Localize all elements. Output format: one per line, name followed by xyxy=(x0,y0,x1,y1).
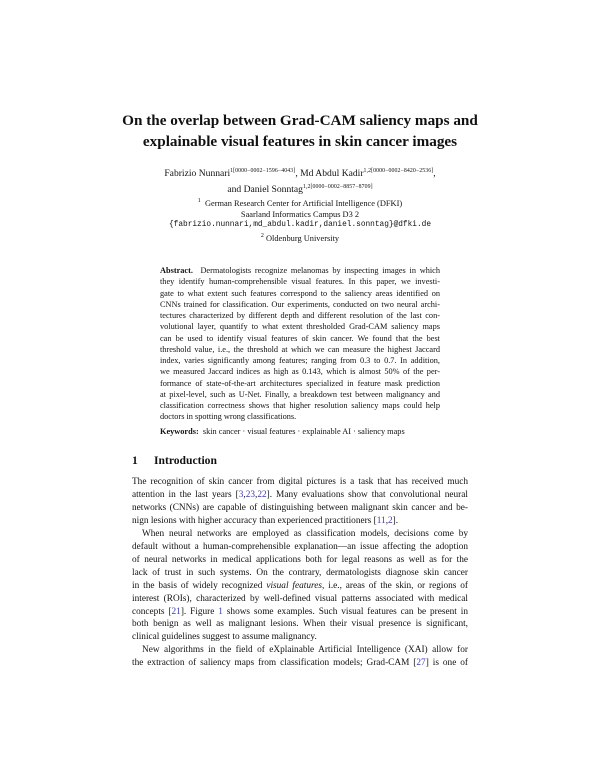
keywords-label: Keywords: xyxy=(160,427,199,436)
body-text xyxy=(132,476,468,670)
citation-link[interactable]: 11 xyxy=(376,515,386,526)
author-line-2 xyxy=(100,181,500,197)
section-heading xyxy=(132,454,217,467)
citation-link[interactable]: 21 xyxy=(171,606,181,617)
body-line: the extraction of saliency maps from classification models; Grad-CAM [27] is one of xyxy=(132,658,469,669)
affiliation-1-mark: 1 xyxy=(197,198,201,204)
author-1-orcid: 1[0000−0002−1596−4043] xyxy=(230,168,296,174)
abstract-line: gate to what extent such features correspond to the saliency areas identified on xyxy=(160,288,440,298)
body-line: both benign as well as malignant lesions. When their visual presence is significant, xyxy=(132,619,468,630)
section-number: 1 xyxy=(132,454,138,467)
body-line: of neural networks in medical applications both for legal reasons as well as for the xyxy=(132,554,468,565)
citation-link[interactable]: 2 xyxy=(388,515,393,526)
paper-title xyxy=(60,110,540,152)
emphasis: visual features xyxy=(266,580,323,591)
body-line: New algorithms in the field of eXplainable Artificial Intelligence (XAI) allow for xyxy=(142,645,468,656)
abstract-line: we measured Jaccard indices as high as 0.143, which is almost 50% of the per- xyxy=(160,367,440,377)
affiliation-1-line: German Research Center for Artificial Intelligence (DFKI) xyxy=(204,198,403,208)
affiliation-2 xyxy=(100,231,500,244)
citation-link[interactable]: 23 xyxy=(245,489,256,500)
body-line: in the basis of widely recognized visual features, i.e., areas of the skin, or regions of xyxy=(132,580,468,591)
author-list xyxy=(100,165,500,196)
abstract-line: they identify human-comprehensible visual features. In this paper, we investi- xyxy=(160,277,440,287)
affiliation-campus: Saarland Informatics Campus D3 2 xyxy=(240,210,360,219)
abstract-line: classification correctness shows that higher resolution saliency maps could help xyxy=(160,401,440,410)
author-line-1 xyxy=(100,165,500,181)
abstract-line: volutional layer, quantify to what extent thresholded Grad-CAM saliency maps xyxy=(160,322,440,332)
abstract-line: at pixel-level, such as U-Net. Finally, a breakdown test between malignancy and xyxy=(160,389,440,399)
title-line-2: explainable visual features in skin cancer images xyxy=(142,133,458,150)
affiliations xyxy=(100,196,500,244)
body-line: The recognition of skin cancer from digital pictures is a task that has received much xyxy=(132,477,468,487)
citation-link[interactable]: 22 xyxy=(257,489,267,500)
title-line-1: On the overlap between Grad-CAM saliency maps and xyxy=(122,112,478,129)
abstract-line: tectures characterized by different depth and different resolution of the last con- xyxy=(160,311,440,320)
abstract-line: index, varies significantly among features; ranging from 0.3 to 0.7. In addition, xyxy=(160,356,440,365)
author-2-name: , Md Abdul Kadir xyxy=(295,168,364,180)
abstract-line: Abstract. Dermatologists recognize melanomas by inspecting images in which xyxy=(160,266,440,275)
abstract-line: CNNs trained for classification. Our experiments, conducted on two neural archi- xyxy=(160,299,440,309)
body-line: concepts [21]. Figure 1 shows some examples. Such visual features can be present in xyxy=(132,606,468,617)
author-emails: {fabrizio.nunnari,md_abdul.kadir,daniel.sonntag}@dfki.de xyxy=(168,221,432,230)
body-line: attention in the last years [3,23,22]. Many evaluations show that convolutional neural xyxy=(132,489,468,500)
keywords xyxy=(160,426,440,437)
abstract-line: formance of state-of-the-art architectures specialized in feature mask prediction xyxy=(160,378,440,388)
affiliation-1 xyxy=(100,196,500,209)
citation-link[interactable]: 3 xyxy=(238,489,244,500)
abstract-line: can be used to identify visual features of skin cancer. We found that the best xyxy=(160,333,440,343)
keywords-text: skin cancer · visual features · explainable AI · saliency maps xyxy=(202,427,405,436)
abstract-line: threshold value, i.e., the threshold at which we can measure the highest Jaccard xyxy=(160,344,440,354)
section-title: Introduction xyxy=(154,454,217,467)
author-2-tail: , xyxy=(433,168,436,180)
citation-link[interactable]: 27 xyxy=(416,658,426,669)
author-3-orcid: 1,2[0000−0002−8857−8709] xyxy=(302,183,373,190)
body-line: nign lesions with higher accuracy than experienced practitioners [11,2]. xyxy=(132,515,399,526)
author-1-name: Fabrizio Nunnari xyxy=(164,168,231,180)
body-line: networks (CNNs) are capable of distinguishing between malignant skin cancer and be- xyxy=(132,502,468,513)
author-3-name: and Daniel Sonntag xyxy=(227,183,303,195)
citation-link[interactable]: 1 xyxy=(218,606,223,617)
body-line: clinical guidelines suggest to assume malignancy. xyxy=(132,632,317,643)
abstract-label: Abstract. xyxy=(160,266,193,275)
body-line: When neural networks are employed as classification models, decisions come by xyxy=(142,528,468,539)
affiliation-2-line: Oldenburg University xyxy=(265,234,340,244)
author-2-orcid: 1,2[0000−0002−8420−2536] xyxy=(363,168,434,174)
body-line: default without a human-comprehensible explanation—an issue affecting the adoption xyxy=(132,541,468,552)
abstract-line: doctors in spotting wrong classifications. xyxy=(160,412,297,422)
affiliation-2-mark: 2 xyxy=(260,233,264,240)
body-line: interest (ROIs), characterized by well-defined visual patterns associated with medical xyxy=(132,593,468,604)
abstract xyxy=(160,265,440,423)
body-line: lack of trust in such systems. On the contrary, dermatologists diagnose skin cancer xyxy=(132,567,468,578)
